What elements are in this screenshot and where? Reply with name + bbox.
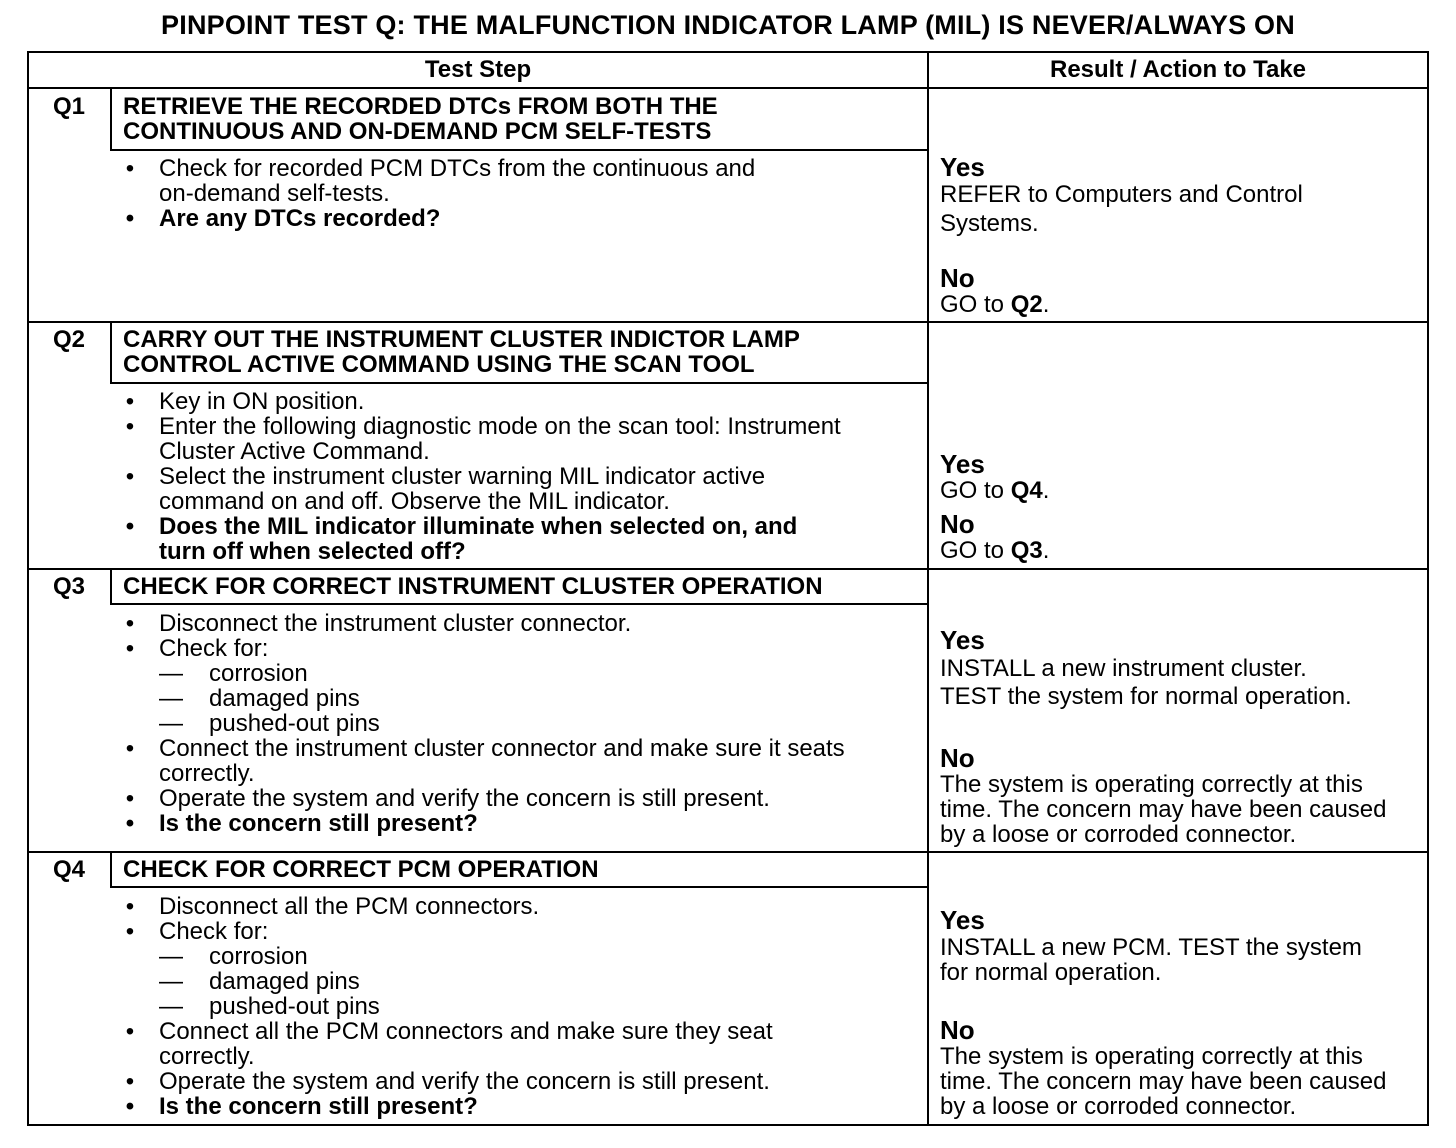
list-item: • Does the MIL indicator illuminate when selected on, and turn off when selected off?	[125, 513, 798, 565]
list-item: — pushed-out pins	[159, 710, 380, 737]
header-divider	[27, 87, 1429, 89]
no-text: time. The concern may have been caused	[940, 1068, 1387, 1095]
step-title-line: CONTROL ACTIVE COMMAND USING THE SCAN TOOL	[123, 351, 755, 378]
step-title	[123, 574, 823, 599]
step-items	[123, 156, 923, 231]
yes-text: TEST the system for normal operation.	[940, 683, 1352, 710]
step-title-line: CARRY OUT THE INSTRUMENT CLUSTER INDICTOR LAMP	[123, 326, 800, 353]
result-no	[940, 264, 1420, 317]
header-test-step: Test Step	[424, 56, 532, 83]
result-no	[940, 510, 1420, 563]
list-item: • Disconnect the instrument cluster connector.	[125, 610, 632, 637]
yes-label: Yes	[940, 625, 985, 655]
list-item: • Enter the following diagnostic mode on the scan tool: Instrument Cluster Active Command.	[125, 413, 841, 465]
list-item: • Disconnect all the PCM connectors.	[125, 893, 540, 920]
step-items	[123, 894, 923, 1119]
row-divider	[27, 568, 1429, 570]
list-item: • Is the concern still present?	[125, 1093, 478, 1120]
list-item: • Is the concern still present?	[125, 810, 478, 837]
yes-text: GO to Q4.	[940, 477, 1050, 504]
list-item: • Key in ON position.	[125, 388, 365, 415]
no-text: time. The concern may have been caused	[940, 796, 1387, 823]
no-label: No	[940, 263, 975, 293]
step-id: Q3	[52, 573, 85, 600]
step-title	[123, 94, 718, 144]
list-item: — corrosion	[159, 943, 308, 970]
list-item: • Check for:	[125, 635, 269, 662]
no-label: No	[940, 509, 975, 539]
list-item: • Operate the system and verify the concern is still present.	[125, 1068, 770, 1095]
step-title-line: CONTINUOUS AND ON-DEMAND PCM SELF-TESTS	[123, 118, 712, 145]
result-yes	[940, 153, 1420, 236]
step-items	[123, 389, 923, 564]
list-item: • Connect the instrument cluster connector and make sure it seats correctly.	[125, 735, 845, 787]
list-item: — damaged pins	[159, 685, 360, 712]
id-divider	[110, 321, 112, 382]
step-title-divider	[110, 382, 927, 384]
step-id: Q1	[52, 93, 85, 120]
step-id: Q2	[52, 326, 85, 353]
list-item: • Check for:	[125, 918, 269, 945]
yes-text: INSTALL a new PCM. TEST the system	[940, 934, 1362, 961]
list-item: • Check for recorded PCM DTCs from the continuous and on-demand self-tests.	[125, 155, 756, 207]
step-title-divider	[110, 886, 927, 888]
no-text: by a loose or corroded connector.	[940, 1093, 1297, 1120]
result-yes	[940, 626, 1420, 709]
step-title-line: CHECK FOR CORRECT PCM OPERATION	[123, 856, 599, 883]
list-item: — damaged pins	[159, 968, 360, 995]
step-title	[123, 857, 599, 882]
no-text: The system is operating correctly at this	[940, 1043, 1363, 1070]
no-text: The system is operating correctly at this	[940, 771, 1363, 798]
id-divider	[110, 87, 112, 149]
list-item: — pushed-out pins	[159, 993, 380, 1020]
step-title-line: CHECK FOR CORRECT INSTRUMENT CLUSTER OPERATION	[123, 573, 823, 600]
list-item: • Operate the system and verify the concern is still present.	[125, 785, 770, 812]
list-item: • Are any DTCs recorded?	[125, 205, 441, 232]
list-item: — corrosion	[159, 660, 308, 687]
row-divider	[27, 851, 1429, 853]
step-id: Q4	[52, 856, 85, 883]
result-yes	[940, 450, 1420, 503]
id-divider	[110, 568, 112, 603]
no-label: No	[940, 1015, 975, 1045]
result-no	[940, 744, 1420, 847]
yes-text: REFER to Computers and Control	[940, 181, 1303, 208]
step-title-divider	[110, 149, 927, 151]
step-title-line: RETRIEVE THE RECORDED DTCs FROM BOTH THE	[123, 93, 718, 120]
column-divider	[927, 51, 929, 1126]
step-items	[123, 611, 923, 836]
id-divider	[110, 851, 112, 886]
result-no	[940, 1016, 1420, 1119]
header-result: Result / Action to Take	[1049, 56, 1307, 83]
step-title	[123, 327, 800, 377]
page-title: PINPOINT TEST Q: THE MALFUNCTION INDICATOR LAMP (MIL) IS NEVER/ALWAYS ON	[161, 10, 1295, 40]
no-text: GO to Q2.	[940, 291, 1050, 318]
step-title-divider	[110, 603, 927, 605]
yes-label: Yes	[940, 152, 985, 182]
no-label: No	[940, 743, 975, 773]
yes-text: Systems.	[940, 210, 1039, 237]
result-yes	[940, 906, 1420, 985]
list-item: • Connect all the PCM connectors and make sure they seat correctly.	[125, 1018, 773, 1070]
yes-text: INSTALL a new instrument cluster.	[940, 655, 1307, 682]
yes-text: for normal operation.	[940, 959, 1162, 986]
row-divider	[27, 321, 1429, 323]
yes-label: Yes	[940, 449, 985, 479]
list-item: • Select the instrument cluster warning MIL indicator active command on and off. Observe the MIL indicator.	[125, 463, 766, 515]
yes-label: Yes	[940, 905, 985, 935]
no-text: GO to Q3.	[940, 537, 1050, 564]
no-text: by a loose or corroded connector.	[940, 821, 1297, 848]
